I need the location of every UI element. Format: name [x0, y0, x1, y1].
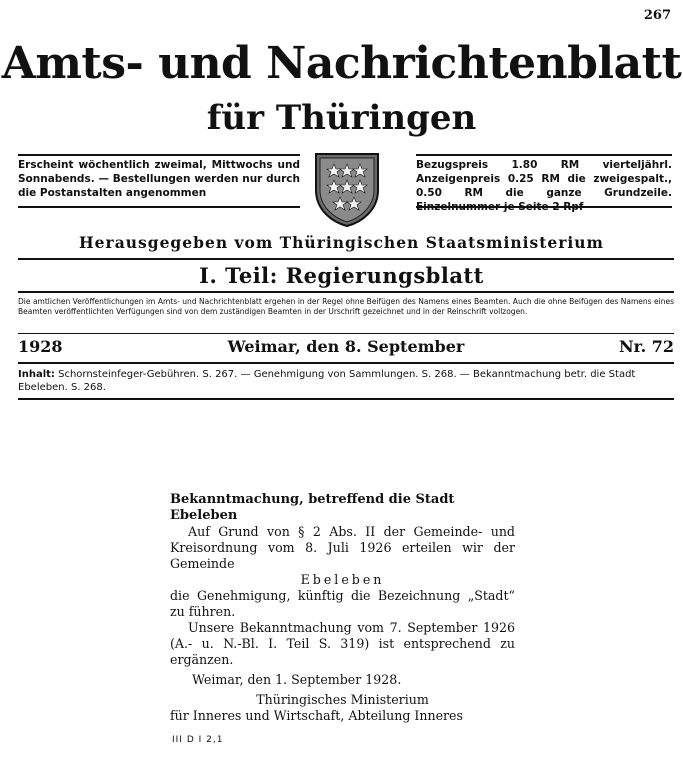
divider-dateline-top: [18, 333, 674, 334]
divider-contents-bottom: [18, 398, 674, 400]
divider-left-bottom: [18, 206, 300, 208]
article-paragraph-3: Unsere Bekanntmachung vom 7. September 1926 (A.- u. N.-Bl. I. Teil S. 319) ist entsprechend zu ergänzen.: [170, 620, 515, 667]
page-number: 267: [643, 8, 671, 23]
contents-text: Schornsteinfeger-Gebühren. S. 267. — Genehmigung von Sammlungen. S. 268. — Bekanntmachung betr. die Stadt Ebeleben. S. 268.: [18, 369, 636, 393]
reference-number: III D I 2,1: [172, 735, 224, 745]
divider-left-top: [18, 154, 300, 156]
article-heading: Bekanntmachung, betreffend die Stadt Ebeleben: [170, 492, 455, 523]
signature-line-2: für Inneres und Wirtschaft, Abteilung Inneres: [170, 708, 463, 723]
publication-info: Erscheint wöchentlich zweimal, Mittwochs und Sonnabends. — Bestellungen werden nur durch die Postanstalten angenommen: [18, 159, 300, 199]
article-date: Weimar, den 1. September 1928.: [192, 672, 402, 687]
masthead-subtitle: für Thüringen: [206, 98, 477, 138]
issue-number: Nr. 72: [619, 337, 674, 356]
masthead-title: Amts- und Nachrichtenblatt: [1, 38, 682, 89]
year: 1928: [18, 337, 63, 356]
official-notice: Die amtlichen Veröffentlichungen im Amts- und Nachrichtenblatt ergehen in der Regel ohne Beifügen des Namens eines Beamten. Auch die ohne Beifügen des Namens eines Beamten veröffentlichten Verfügungen sind von dem zuständigen Beamten in der Urschrift gezeichnet und in der Reinschrift vollzogen.: [18, 297, 674, 316]
dateline: [18, 337, 674, 359]
divider-right-top: [416, 154, 672, 156]
publisher-line: Herausgegeben vom Thüringischen Staatsministerium: [79, 233, 604, 252]
divider-part-bottom: [18, 291, 674, 293]
article-paragraph-1: Auf Grund von § 2 Abs. II der Gemeinde- und Kreisordnung vom 8. Juli 1926 erteilen wir der Gemeinde: [170, 524, 515, 571]
contents-label: Inhalt:: [18, 369, 55, 380]
divider-right-bottom: [416, 206, 672, 208]
signature-line-1: Thüringisches Ministerium: [256, 692, 429, 707]
article-paragraph-2: die Genehmigung, künftig die Bezeichnung „Stadt“ zu führen.: [170, 588, 515, 619]
divider-dateline-bottom: [18, 362, 674, 364]
article: [170, 492, 515, 748]
price-info: Bezugspreis 1.80 RM vierteljährl. Anzeigenpreis 0.25 RM die zweigespalt., 0.50 RM die ganze Grundzeile.: [416, 159, 672, 199]
article-place-name: Ebeleben: [300, 572, 385, 587]
part-title: I. Teil: Regierungsblatt: [199, 263, 484, 288]
coat-of-arms-icon: [312, 150, 382, 228]
divider-part-top: [18, 258, 674, 260]
table-of-contents: [18, 368, 674, 394]
place-date: Weimar, den 8. September: [227, 337, 465, 356]
